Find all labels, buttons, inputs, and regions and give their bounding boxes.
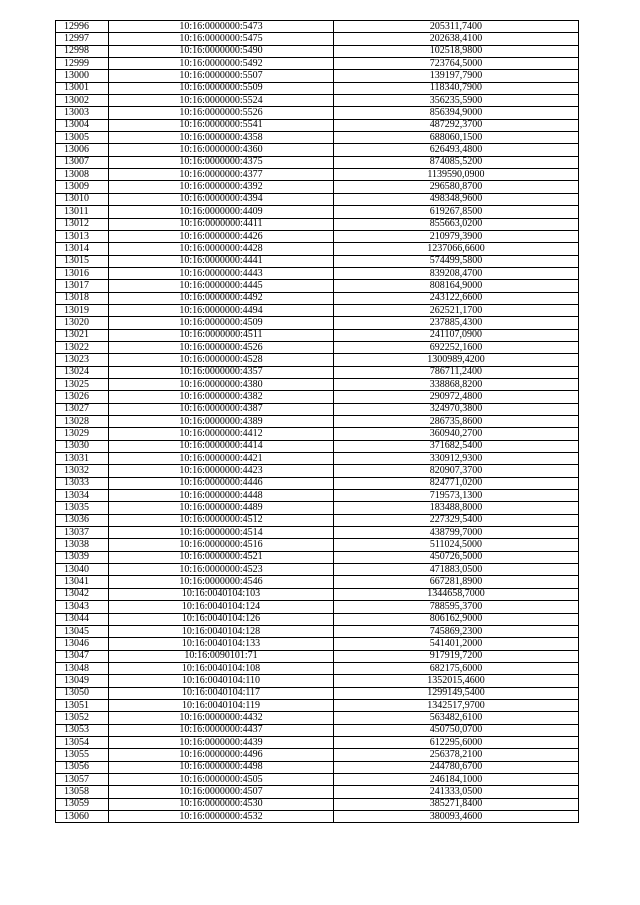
row-number-cell: 13001 — [56, 82, 109, 94]
cadastral-number-cell: 10:16:0000000:4492 — [109, 292, 334, 304]
cadastral-number-cell: 10:16:0000000:4392 — [109, 181, 334, 193]
value-cell: 682175,6000 — [334, 662, 579, 674]
table-row — [56, 490, 579, 502]
value-cell: 246184,1000 — [334, 773, 579, 785]
table-row — [56, 58, 579, 70]
table-row — [56, 70, 579, 82]
cadastral-number-cell: 10:16:0000000:4523 — [109, 564, 334, 576]
value-cell: 1237066,6600 — [334, 243, 579, 255]
table-row — [56, 564, 579, 576]
cadastral-number-cell: 10:16:0000000:4528 — [109, 354, 334, 366]
table-row — [56, 169, 579, 181]
table-row — [56, 465, 579, 477]
value-cell: 450750,0700 — [334, 724, 579, 736]
row-number-cell: 13030 — [56, 440, 109, 452]
row-number-cell: 13006 — [56, 144, 109, 156]
value-cell: 563482,6100 — [334, 712, 579, 724]
cadastral-number-cell: 10:16:0000000:4514 — [109, 527, 334, 539]
table-row — [56, 243, 579, 255]
table-row — [56, 218, 579, 230]
row-number-cell: 13045 — [56, 625, 109, 637]
value-cell: 1300989,4200 — [334, 354, 579, 366]
table-row — [56, 514, 579, 526]
value-cell: 139197,7900 — [334, 70, 579, 82]
value-cell: 324970,3800 — [334, 403, 579, 415]
table-row — [56, 280, 579, 292]
row-number-cell: 13004 — [56, 119, 109, 131]
row-number-cell: 13051 — [56, 699, 109, 711]
table-row — [56, 144, 579, 156]
cadastral-number-cell: 10:16:0000000:5541 — [109, 119, 334, 131]
table-row — [56, 440, 579, 452]
row-number-cell: 13052 — [56, 712, 109, 724]
value-cell: 237885,4300 — [334, 317, 579, 329]
row-number-cell: 13031 — [56, 453, 109, 465]
cadastral-number-cell: 10:16:0000000:4441 — [109, 255, 334, 267]
table-row — [56, 416, 579, 428]
row-number-cell: 13002 — [56, 95, 109, 107]
cadastral-number-cell: 10:16:0000000:4446 — [109, 477, 334, 489]
row-number-cell: 12998 — [56, 45, 109, 57]
table-row — [56, 749, 579, 761]
row-number-cell: 13053 — [56, 724, 109, 736]
table-row — [56, 551, 579, 563]
row-number-cell: 13019 — [56, 304, 109, 316]
value-cell: 360940,2700 — [334, 428, 579, 440]
cadastral-number-cell: 10:16:0000000:4426 — [109, 230, 334, 242]
cadastral-number-cell: 10:16:0000000:4498 — [109, 761, 334, 773]
row-number-cell: 13057 — [56, 773, 109, 785]
cadastral-number-cell: 10:16:0000000:4412 — [109, 428, 334, 440]
table-row — [56, 119, 579, 131]
row-number-cell: 13014 — [56, 243, 109, 255]
row-number-cell: 13049 — [56, 675, 109, 687]
table-row — [56, 156, 579, 168]
row-number-cell: 13000 — [56, 70, 109, 82]
row-number-cell: 13032 — [56, 465, 109, 477]
row-number-cell: 13009 — [56, 181, 109, 193]
table-row — [56, 267, 579, 279]
cadastral-number-cell: 10:16:0040104:124 — [109, 601, 334, 613]
table-row — [56, 292, 579, 304]
row-number-cell: 13022 — [56, 341, 109, 353]
row-number-cell: 13060 — [56, 811, 109, 823]
row-number-cell: 12997 — [56, 33, 109, 45]
cadastral-number-cell: 10:16:0000000:4507 — [109, 786, 334, 798]
cadastral-number-cell: 10:16:0000000:4521 — [109, 551, 334, 563]
value-cell: 102518,9800 — [334, 45, 579, 57]
cadastral-number-cell: 10:16:0000000:4414 — [109, 440, 334, 452]
table-row — [56, 539, 579, 551]
table-row — [56, 341, 579, 353]
cadastral-number-cell: 10:16:0000000:4445 — [109, 280, 334, 292]
cadastral-value-table — [55, 20, 579, 823]
row-number-cell: 13023 — [56, 354, 109, 366]
value-cell: 330912,9300 — [334, 453, 579, 465]
row-number-cell: 13054 — [56, 736, 109, 748]
value-cell: 296580,8700 — [334, 181, 579, 193]
cadastral-number-cell: 10:16:0000000:4530 — [109, 798, 334, 810]
table-row — [56, 773, 579, 785]
table-row — [56, 206, 579, 218]
table-row — [56, 329, 579, 341]
table-row — [56, 786, 579, 798]
table-row — [56, 588, 579, 600]
value-cell: 205311,7400 — [334, 21, 579, 33]
value-cell: 371682,5400 — [334, 440, 579, 452]
table-row — [56, 21, 579, 33]
table-row — [56, 107, 579, 119]
row-number-cell: 13021 — [56, 329, 109, 341]
value-cell: 511024,5000 — [334, 539, 579, 551]
cadastral-number-cell: 10:16:0000000:4489 — [109, 502, 334, 514]
cadastral-number-cell: 10:16:0000000:5507 — [109, 70, 334, 82]
cadastral-number-cell: 10:16:0000000:4437 — [109, 724, 334, 736]
table-row — [56, 811, 579, 823]
table-row — [56, 378, 579, 390]
cadastral-number-cell: 10:16:0040104:117 — [109, 687, 334, 699]
value-cell: 688060,1500 — [334, 132, 579, 144]
cadastral-number-cell: 10:16:0000000:4409 — [109, 206, 334, 218]
row-number-cell: 13044 — [56, 613, 109, 625]
cadastral-number-cell: 10:16:0000000:4394 — [109, 193, 334, 205]
value-cell: 380093,4600 — [334, 811, 579, 823]
cadastral-number-cell: 10:16:0000000:4377 — [109, 169, 334, 181]
row-number-cell: 13016 — [56, 267, 109, 279]
table-row — [56, 638, 579, 650]
value-cell: 820907,3700 — [334, 465, 579, 477]
value-cell: 1342517,9700 — [334, 699, 579, 711]
value-cell: 786711,2400 — [334, 366, 579, 378]
value-cell: 210979,3900 — [334, 230, 579, 242]
cadastral-number-cell: 10:16:0000000:5473 — [109, 21, 334, 33]
row-number-cell: 13042 — [56, 588, 109, 600]
cadastral-number-cell: 10:16:0000000:4439 — [109, 736, 334, 748]
table-row — [56, 181, 579, 193]
cadastral-number-cell: 10:16:0000000:4448 — [109, 490, 334, 502]
row-number-cell: 13047 — [56, 650, 109, 662]
value-cell: 385271,8400 — [334, 798, 579, 810]
cadastral-number-cell: 10:16:0000000:5475 — [109, 33, 334, 45]
cadastral-number-cell: 10:16:0000000:4511 — [109, 329, 334, 341]
table-row — [56, 601, 579, 613]
row-number-cell: 13026 — [56, 391, 109, 403]
cadastral-number-cell: 10:16:0000000:4411 — [109, 218, 334, 230]
cadastral-number-cell: 10:16:0040104:128 — [109, 625, 334, 637]
value-cell: 338868,8200 — [334, 378, 579, 390]
value-cell: 438799,7000 — [334, 527, 579, 539]
cadastral-number-cell: 10:16:0000000:4443 — [109, 267, 334, 279]
value-cell: 498348,9600 — [334, 193, 579, 205]
value-cell: 256378,2100 — [334, 749, 579, 761]
cadastral-number-cell: 10:16:0000000:4509 — [109, 317, 334, 329]
value-cell: 244780,6700 — [334, 761, 579, 773]
value-cell: 806162,9000 — [334, 613, 579, 625]
row-number-cell: 13028 — [56, 416, 109, 428]
value-cell: 262521,1700 — [334, 304, 579, 316]
value-cell: 612295,6000 — [334, 736, 579, 748]
cadastral-number-cell: 10:16:0000000:5490 — [109, 45, 334, 57]
row-number-cell: 13036 — [56, 514, 109, 526]
value-cell: 808164,9000 — [334, 280, 579, 292]
table-row — [56, 724, 579, 736]
row-number-cell: 13027 — [56, 403, 109, 415]
value-cell: 227329,5400 — [334, 514, 579, 526]
value-cell: 574499,5800 — [334, 255, 579, 267]
row-number-cell: 13013 — [56, 230, 109, 242]
row-number-cell: 12996 — [56, 21, 109, 33]
value-cell: 541401,2000 — [334, 638, 579, 650]
row-number-cell: 13041 — [56, 576, 109, 588]
table-row — [56, 687, 579, 699]
row-number-cell: 13018 — [56, 292, 109, 304]
table-row — [56, 45, 579, 57]
cadastral-number-cell: 10:16:0000000:5524 — [109, 95, 334, 107]
table-row — [56, 502, 579, 514]
row-number-cell: 13015 — [56, 255, 109, 267]
value-cell: 450726,5000 — [334, 551, 579, 563]
value-cell: 202638,4100 — [334, 33, 579, 45]
table-row — [56, 82, 579, 94]
row-number-cell: 13024 — [56, 366, 109, 378]
row-number-cell: 13010 — [56, 193, 109, 205]
table-row — [56, 761, 579, 773]
cadastral-number-cell: 10:16:0000000:4358 — [109, 132, 334, 144]
cadastral-number-cell: 10:16:0040104:110 — [109, 675, 334, 687]
table-row — [56, 95, 579, 107]
row-number-cell: 13034 — [56, 490, 109, 502]
row-number-cell: 13056 — [56, 761, 109, 773]
cadastral-number-cell: 10:16:0000000:4375 — [109, 156, 334, 168]
row-number-cell: 13059 — [56, 798, 109, 810]
value-cell: 183488,8000 — [334, 502, 579, 514]
table-row — [56, 625, 579, 637]
table-row — [56, 453, 579, 465]
cadastral-number-cell: 10:16:0000000:4428 — [109, 243, 334, 255]
row-number-cell: 13038 — [56, 539, 109, 551]
row-number-cell: 13048 — [56, 662, 109, 674]
value-cell: 667281,8900 — [334, 576, 579, 588]
cadastral-number-cell: 10:16:0040104:108 — [109, 662, 334, 674]
value-cell: 719573,1300 — [334, 490, 579, 502]
value-cell: 856394,9000 — [334, 107, 579, 119]
value-cell: 290972,4800 — [334, 391, 579, 403]
row-number-cell: 13003 — [56, 107, 109, 119]
row-number-cell: 13039 — [56, 551, 109, 563]
row-number-cell: 13046 — [56, 638, 109, 650]
row-number-cell: 13020 — [56, 317, 109, 329]
value-cell: 745869,2300 — [334, 625, 579, 637]
table-row — [56, 477, 579, 489]
cadastral-number-cell: 10:16:0000000:4389 — [109, 416, 334, 428]
table-row — [56, 699, 579, 711]
value-cell: 626493,4800 — [334, 144, 579, 156]
value-cell: 839208,4700 — [334, 267, 579, 279]
cadastral-number-cell: 10:16:0000000:4526 — [109, 341, 334, 353]
value-cell: 471883,0500 — [334, 564, 579, 576]
cadastral-number-cell: 10:16:0000000:4380 — [109, 378, 334, 390]
table-row — [56, 576, 579, 588]
value-cell: 874085,5200 — [334, 156, 579, 168]
row-number-cell: 13017 — [56, 280, 109, 292]
table-row — [56, 391, 579, 403]
value-cell: 1299149,5400 — [334, 687, 579, 699]
table-row — [56, 230, 579, 242]
value-cell: 356235,5900 — [334, 95, 579, 107]
value-cell: 241333,0500 — [334, 786, 579, 798]
value-cell: 487292,3700 — [334, 119, 579, 131]
value-cell: 692252,1600 — [334, 341, 579, 353]
value-cell: 855663,0200 — [334, 218, 579, 230]
value-cell: 788595,3700 — [334, 601, 579, 613]
cadastral-number-cell: 10:16:0040104:103 — [109, 588, 334, 600]
table-row — [56, 428, 579, 440]
cadastral-number-cell: 10:16:0000000:4494 — [109, 304, 334, 316]
table-row — [56, 317, 579, 329]
cadastral-number-cell: 10:16:0000000:4516 — [109, 539, 334, 551]
row-number-cell: 13007 — [56, 156, 109, 168]
value-cell: 917919,7200 — [334, 650, 579, 662]
row-number-cell: 13008 — [56, 169, 109, 181]
value-cell: 1344658,7000 — [334, 588, 579, 600]
table-row — [56, 712, 579, 724]
table-row — [56, 736, 579, 748]
cadastral-number-cell: 10:16:0000000:5509 — [109, 82, 334, 94]
cadastral-number-cell: 10:16:0000000:4360 — [109, 144, 334, 156]
cadastral-number-cell: 10:16:0000000:4432 — [109, 712, 334, 724]
cadastral-number-cell: 10:16:0000000:4357 — [109, 366, 334, 378]
cadastral-number-cell: 10:16:0040104:126 — [109, 613, 334, 625]
row-number-cell: 13033 — [56, 477, 109, 489]
row-number-cell: 13050 — [56, 687, 109, 699]
cadastral-number-cell: 10:16:0000000:4505 — [109, 773, 334, 785]
row-number-cell: 13040 — [56, 564, 109, 576]
cadastral-number-cell: 10:16:0040104:119 — [109, 699, 334, 711]
table-row — [56, 304, 579, 316]
cadastral-number-cell: 10:16:0090101:71 — [109, 650, 334, 662]
table-row — [56, 675, 579, 687]
table-row — [56, 354, 579, 366]
cadastral-number-cell: 10:16:0000000:4546 — [109, 576, 334, 588]
table-row — [56, 403, 579, 415]
cadastral-number-cell: 10:16:0000000:4387 — [109, 403, 334, 415]
row-number-cell: 12999 — [56, 58, 109, 70]
row-number-cell: 13012 — [56, 218, 109, 230]
row-number-cell: 13043 — [56, 601, 109, 613]
row-number-cell: 13029 — [56, 428, 109, 440]
cadastral-number-cell: 10:16:0000000:5492 — [109, 58, 334, 70]
value-cell: 243122,6600 — [334, 292, 579, 304]
cadastral-number-cell: 10:16:0000000:4496 — [109, 749, 334, 761]
value-cell: 1352015,4600 — [334, 675, 579, 687]
row-number-cell: 13025 — [56, 378, 109, 390]
table-row — [56, 193, 579, 205]
row-number-cell: 13005 — [56, 132, 109, 144]
value-cell: 723764,5000 — [334, 58, 579, 70]
cadastral-number-cell: 10:16:0000000:5526 — [109, 107, 334, 119]
row-number-cell: 13037 — [56, 527, 109, 539]
table-row — [56, 255, 579, 267]
value-cell: 118340,7900 — [334, 82, 579, 94]
row-number-cell: 13011 — [56, 206, 109, 218]
row-number-cell: 13058 — [56, 786, 109, 798]
table-row — [56, 33, 579, 45]
table-row — [56, 662, 579, 674]
cadastral-number-cell: 10:16:0000000:4423 — [109, 465, 334, 477]
table-row — [56, 366, 579, 378]
cadastral-number-cell: 10:16:0000000:4532 — [109, 811, 334, 823]
table-body — [56, 21, 579, 823]
table-row — [56, 798, 579, 810]
row-number-cell: 13055 — [56, 749, 109, 761]
cadastral-number-cell: 10:16:0000000:4382 — [109, 391, 334, 403]
value-cell: 286735,8600 — [334, 416, 579, 428]
value-cell: 619267,8500 — [334, 206, 579, 218]
row-number-cell: 13035 — [56, 502, 109, 514]
table-row — [56, 527, 579, 539]
value-cell: 241107,0900 — [334, 329, 579, 341]
cadastral-number-cell: 10:16:0040104:133 — [109, 638, 334, 650]
cadastral-number-cell: 10:16:0000000:4512 — [109, 514, 334, 526]
table-row — [56, 650, 579, 662]
cadastral-number-cell: 10:16:0000000:4421 — [109, 453, 334, 465]
table-row — [56, 132, 579, 144]
value-cell: 824771,0200 — [334, 477, 579, 489]
table-row — [56, 613, 579, 625]
value-cell: 1139590,0900 — [334, 169, 579, 181]
